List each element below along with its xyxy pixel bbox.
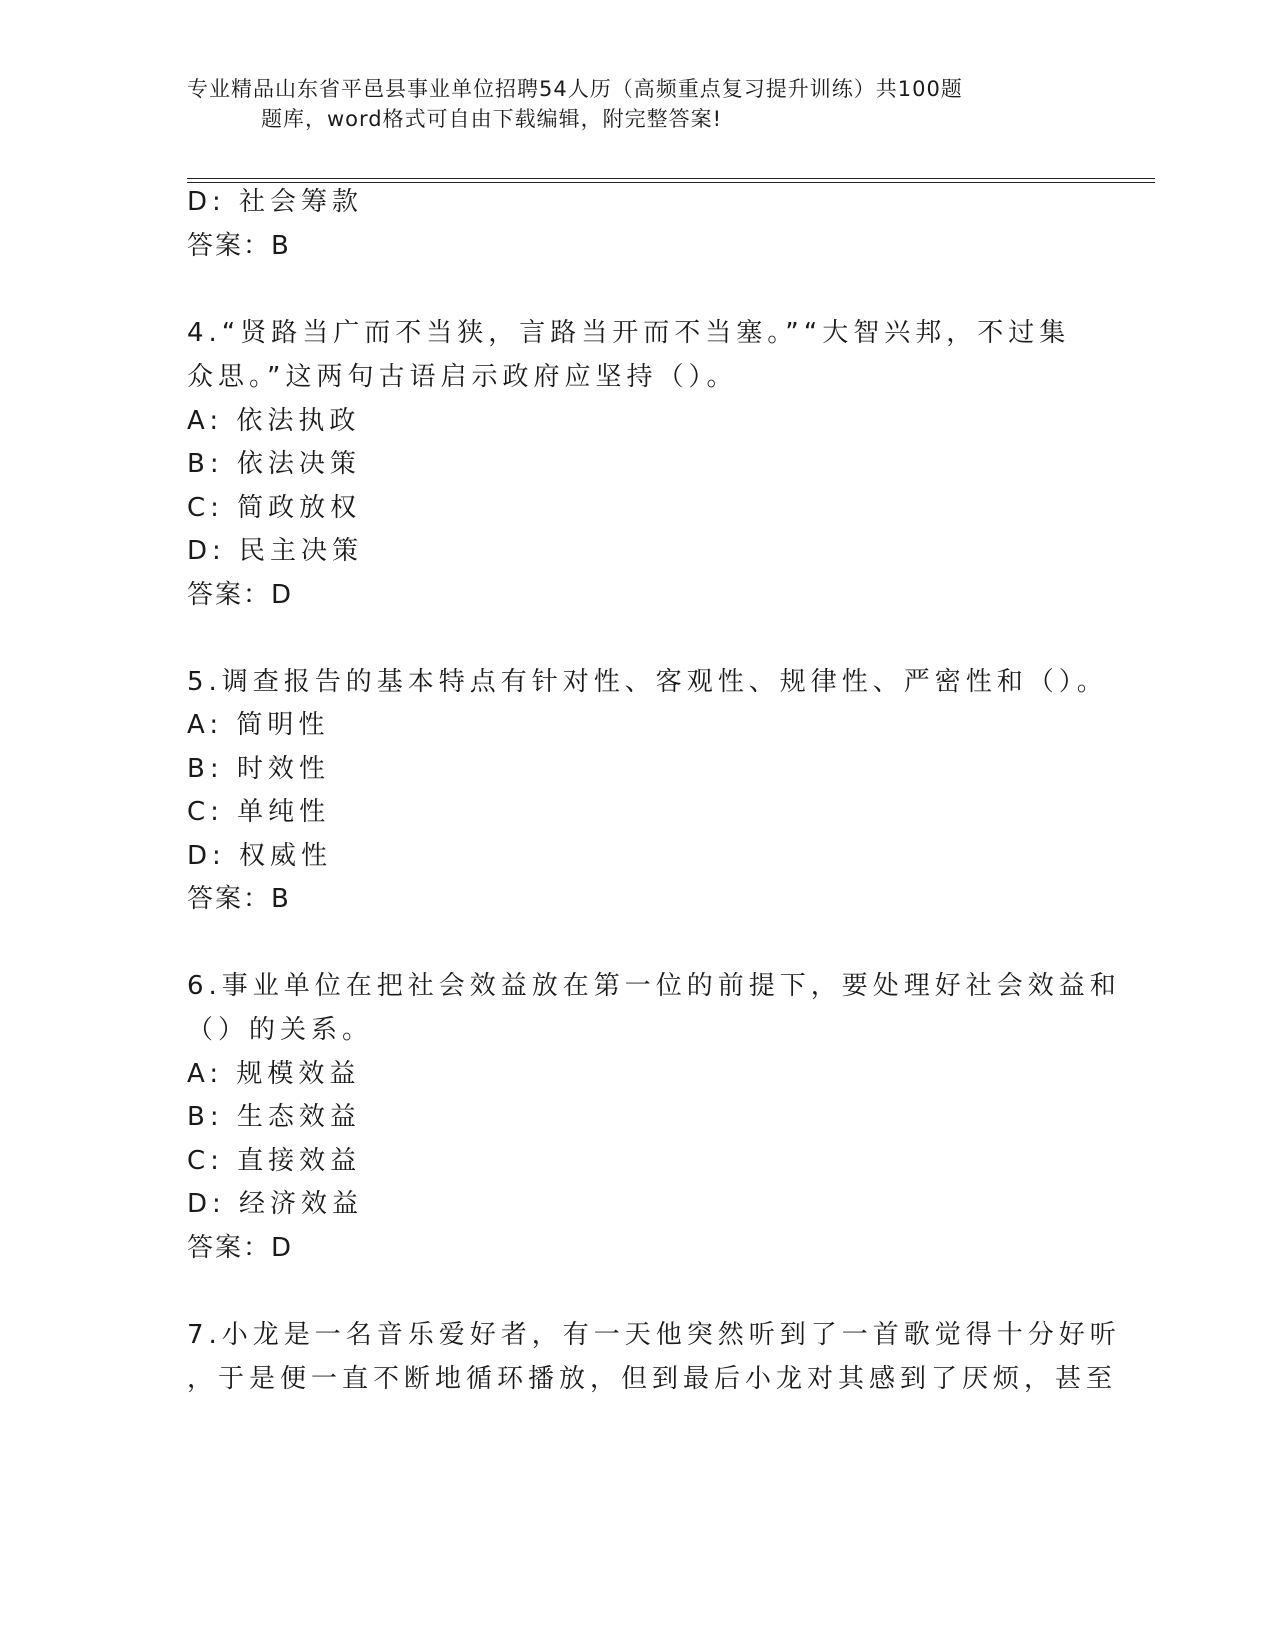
q5-option-c: C: 单纯性 [187,797,331,827]
q5-option-d: D: 权威性 [187,841,333,871]
q6-stem-line-1: 6.事业单位在把社会效益放在第一位的前提下，要处理好社会效益和 [187,971,1121,1001]
prev-answer: 答案：B [187,231,291,261]
q4-stem-line-2: 众思。”这两句古语启示政府应坚持（）。 [187,362,738,392]
q4-option-c: C: 简政放权 [187,493,362,523]
q4-option-d: D: 民主决策 [187,536,364,566]
q6-option-d: D: 经济效益 [187,1189,364,1219]
q4-stem-line-1: 4.“贤路当广而不当狭，言路当开而不当塞。”“大智兴邦，不过集 [187,318,1071,348]
q7-stem-line-1: 7.小龙是一名音乐爱好者，有一天他突然听到了一首歌觉得十分好听 [187,1320,1121,1350]
q4-option-b: B: 依法决策 [187,449,361,479]
q7-stem-line-2: ，于是便一直不断地循环播放，但到最后小龙对其感到了厌烦，甚至 [187,1364,1118,1394]
q6-answer: 答案：D [187,1233,294,1263]
q6-option-c: C: 直接效益 [187,1146,362,1176]
q5-stem-line-1: 5.调查报告的基本特点有针对性、客观性、规律性、严密性和（）。 [187,667,1108,697]
q6-option-a: A: 规模效益 [187,1059,361,1089]
document-header [187,74,1087,134]
prev-option-d: D: 社会筹款 [187,187,364,217]
q5-option-b: B: 时效性 [187,754,330,784]
q4-option-a: A: 依法执政 [187,406,361,436]
header-title-line-1: 专业精品山东省平邑县事业单位招聘54人历（高频重点复习提升训练）共100题 [187,77,963,101]
q6-option-b: B: 生态效益 [187,1102,361,1132]
q4-answer: 答案：D [187,580,294,610]
q6-stem-line-2: （）的关系。 [187,1015,374,1045]
header-divider-thin [187,182,1155,183]
header-title-line-2: 题库，word格式可自由下载编辑，附完整答案! [261,107,723,131]
q5-answer: 答案：B [187,884,291,914]
q5-option-a: A: 简明性 [187,710,330,740]
header-divider-thick [187,178,1155,179]
